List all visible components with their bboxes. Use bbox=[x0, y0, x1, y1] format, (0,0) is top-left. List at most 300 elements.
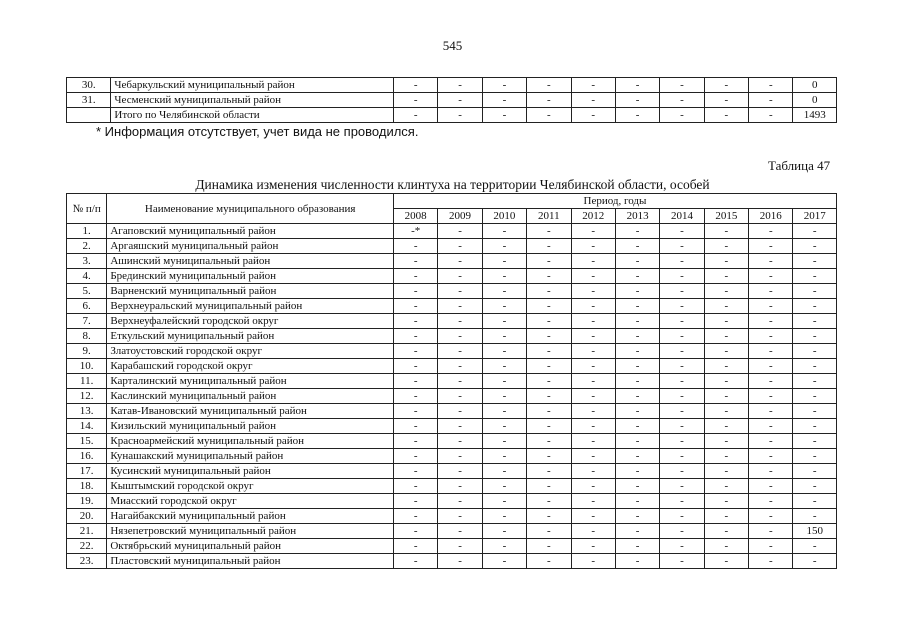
row-value: - bbox=[749, 314, 793, 329]
row-value: - bbox=[571, 509, 615, 524]
row-name: Варненский муниципальный район bbox=[107, 284, 394, 299]
row-value: - bbox=[527, 374, 571, 389]
row-value: - bbox=[393, 389, 437, 404]
row-value: - bbox=[660, 404, 704, 419]
row-value: - bbox=[482, 284, 526, 299]
row-value: - bbox=[527, 554, 571, 569]
row-value: - bbox=[571, 494, 615, 509]
row-number: 8. bbox=[67, 329, 107, 344]
table-row bbox=[67, 269, 837, 284]
header-num: № п/п bbox=[67, 194, 107, 224]
row-value: - bbox=[660, 329, 704, 344]
row-number: 5. bbox=[67, 284, 107, 299]
row-value: - bbox=[749, 299, 793, 314]
row-value: - bbox=[749, 449, 793, 464]
row-name: Златоустовский городской округ bbox=[107, 344, 394, 359]
row-value: - bbox=[438, 93, 482, 108]
table-row bbox=[67, 554, 837, 569]
row-value: - bbox=[527, 494, 571, 509]
row-value: - bbox=[527, 524, 571, 539]
header-period: Период, годы bbox=[393, 194, 836, 209]
row-name: Еткульский муниципальный район bbox=[107, 329, 394, 344]
row-value: - bbox=[660, 344, 704, 359]
row-value: - bbox=[660, 449, 704, 464]
row-value: - bbox=[660, 389, 704, 404]
row-name: Карталинский муниципальный район bbox=[107, 374, 394, 389]
row-name: Красноармейский муниципальный район bbox=[107, 434, 394, 449]
header-year: 2011 bbox=[527, 209, 571, 224]
main-table bbox=[66, 193, 837, 569]
row-name: Верхнеуфалейский городской округ bbox=[107, 314, 394, 329]
row-value: - bbox=[393, 239, 437, 254]
row-value: - bbox=[527, 539, 571, 554]
row-value: - bbox=[393, 108, 437, 123]
row-value: - bbox=[660, 554, 704, 569]
row-value: - bbox=[749, 539, 793, 554]
row-name: Пластовский муниципальный район bbox=[107, 554, 394, 569]
row-value: - bbox=[615, 404, 659, 419]
row-value: - bbox=[482, 404, 526, 419]
row-value: - bbox=[527, 269, 571, 284]
row-value: - bbox=[571, 314, 615, 329]
row-value: - bbox=[704, 404, 748, 419]
row-number bbox=[67, 108, 111, 123]
row-value: - bbox=[393, 449, 437, 464]
row-value: - bbox=[615, 434, 659, 449]
table-row bbox=[67, 449, 837, 464]
top-table bbox=[66, 77, 837, 123]
row-number: 17. bbox=[67, 464, 107, 479]
row-number: 15. bbox=[67, 434, 107, 449]
row-value: - bbox=[527, 239, 571, 254]
row-name: Кусинский муниципальный район bbox=[107, 464, 394, 479]
row-name: Нязепетровский муниципальный район bbox=[107, 524, 394, 539]
row-value: - bbox=[482, 224, 526, 239]
row-value: - bbox=[482, 464, 526, 479]
row-name: Карабашский городской округ bbox=[107, 359, 394, 374]
row-value: - bbox=[615, 449, 659, 464]
row-value: - bbox=[527, 108, 571, 123]
table-label: Таблица 47 bbox=[768, 158, 831, 173]
row-value: - bbox=[571, 108, 615, 123]
row-value: - bbox=[571, 239, 615, 254]
row-name: Итого по Челябинской области bbox=[111, 108, 394, 123]
row-value: - bbox=[482, 524, 526, 539]
row-value: - bbox=[438, 329, 482, 344]
row-value: - bbox=[482, 449, 526, 464]
row-number: 20. bbox=[67, 509, 107, 524]
table-row bbox=[67, 509, 837, 524]
row-name: Кыштымский городской округ bbox=[107, 479, 394, 494]
row-value: - bbox=[793, 509, 837, 524]
header-year: 2013 bbox=[615, 209, 659, 224]
row-name: Октябрьский муниципальный район bbox=[107, 539, 394, 554]
row-value: - bbox=[793, 374, 837, 389]
row-value: - bbox=[704, 329, 748, 344]
row-value: - bbox=[660, 224, 704, 239]
row-value: - bbox=[704, 93, 748, 108]
row-name: Катав-Ивановский муниципальный район bbox=[107, 404, 394, 419]
row-value: - bbox=[615, 314, 659, 329]
row-value: - bbox=[749, 509, 793, 524]
row-value: - bbox=[749, 494, 793, 509]
row-value: - bbox=[527, 314, 571, 329]
row-value: - bbox=[615, 374, 659, 389]
row-value: - bbox=[749, 359, 793, 374]
row-value: - bbox=[393, 434, 437, 449]
row-value: - bbox=[615, 389, 659, 404]
row-value: - bbox=[438, 314, 482, 329]
row-value: - bbox=[571, 539, 615, 554]
row-value: - bbox=[793, 404, 837, 419]
row-value: - bbox=[571, 299, 615, 314]
row-value: - bbox=[793, 434, 837, 449]
row-value: - bbox=[438, 524, 482, 539]
row-value: - bbox=[660, 374, 704, 389]
row-number: 1. bbox=[67, 224, 107, 239]
row-value: - bbox=[482, 389, 526, 404]
row-value: - bbox=[660, 78, 704, 93]
table-row bbox=[67, 404, 837, 419]
row-value: - bbox=[660, 524, 704, 539]
row-value: - bbox=[704, 479, 748, 494]
row-value: - bbox=[704, 269, 748, 284]
table-row bbox=[67, 314, 837, 329]
row-value: - bbox=[704, 509, 748, 524]
row-number: 2. bbox=[67, 239, 107, 254]
row-value: - bbox=[527, 434, 571, 449]
row-value: - bbox=[704, 314, 748, 329]
row-name: Аргаяшский муниципальный район bbox=[107, 239, 394, 254]
row-value: - bbox=[393, 464, 437, 479]
row-value: - bbox=[615, 254, 659, 269]
table-title: Динамика изменения численности клинтуха на территории Челябинской области, особей bbox=[195, 177, 710, 192]
row-value: - bbox=[660, 464, 704, 479]
row-number: 10. bbox=[67, 359, 107, 374]
row-value: 150 bbox=[793, 524, 837, 539]
row-value: - bbox=[438, 389, 482, 404]
table-row bbox=[67, 464, 837, 479]
page-number: 545 bbox=[442, 38, 463, 53]
row-value: - bbox=[571, 224, 615, 239]
row-value: - bbox=[438, 539, 482, 554]
row-number: 6. bbox=[67, 299, 107, 314]
row-value: - bbox=[660, 359, 704, 374]
row-value: - bbox=[704, 299, 748, 314]
row-value: - bbox=[749, 389, 793, 404]
row-value: - bbox=[660, 434, 704, 449]
row-value: - bbox=[571, 389, 615, 404]
row-value: - bbox=[482, 344, 526, 359]
row-value: - bbox=[571, 284, 615, 299]
row-number: 19. bbox=[67, 494, 107, 509]
row-value: - bbox=[393, 78, 437, 93]
row-value: - bbox=[615, 554, 659, 569]
row-value: - bbox=[393, 359, 437, 374]
row-number: 30. bbox=[67, 78, 111, 93]
row-value: - bbox=[793, 419, 837, 434]
row-value: - bbox=[704, 554, 748, 569]
row-value: - bbox=[527, 404, 571, 419]
row-value: - bbox=[393, 374, 437, 389]
row-value: - bbox=[571, 329, 615, 344]
row-number: 7. bbox=[67, 314, 107, 329]
table-row bbox=[67, 78, 837, 93]
row-value: - bbox=[793, 554, 837, 569]
row-value: - bbox=[749, 78, 793, 93]
row-value: - bbox=[438, 269, 482, 284]
row-value: - bbox=[704, 494, 748, 509]
table-row bbox=[67, 359, 837, 374]
table-row bbox=[67, 108, 837, 123]
row-value: - bbox=[571, 524, 615, 539]
row-value: - bbox=[615, 284, 659, 299]
row-value: - bbox=[749, 93, 793, 108]
row-value: - bbox=[660, 254, 704, 269]
row-value: - bbox=[793, 269, 837, 284]
table-row bbox=[67, 93, 837, 108]
row-value: - bbox=[615, 329, 659, 344]
row-value: - bbox=[704, 389, 748, 404]
row-value: - bbox=[571, 449, 615, 464]
row-value: - bbox=[793, 449, 837, 464]
header-year: 2010 bbox=[482, 209, 526, 224]
row-value: - bbox=[571, 479, 615, 494]
row-number: 18. bbox=[67, 479, 107, 494]
row-value: - bbox=[749, 284, 793, 299]
table-row bbox=[67, 374, 837, 389]
row-value: - bbox=[438, 284, 482, 299]
row-value: - bbox=[527, 479, 571, 494]
row-name: Каслинский муниципальный район bbox=[107, 389, 394, 404]
row-value: - bbox=[660, 108, 704, 123]
header-year: 2012 bbox=[571, 209, 615, 224]
row-value: - bbox=[571, 464, 615, 479]
row-value: - bbox=[393, 509, 437, 524]
row-value: - bbox=[704, 449, 748, 464]
row-value: - bbox=[749, 269, 793, 284]
row-value: - bbox=[438, 224, 482, 239]
row-number: 14. bbox=[67, 419, 107, 434]
row-value: - bbox=[482, 329, 526, 344]
row-value: - bbox=[527, 464, 571, 479]
row-name: Агаповский муниципальный район bbox=[107, 224, 394, 239]
row-value: - bbox=[393, 524, 437, 539]
row-value: - bbox=[615, 344, 659, 359]
row-number: 31. bbox=[67, 93, 111, 108]
row-value: - bbox=[749, 329, 793, 344]
row-value: - bbox=[660, 314, 704, 329]
row-value: - bbox=[749, 344, 793, 359]
row-value: - bbox=[704, 224, 748, 239]
row-value: - bbox=[793, 389, 837, 404]
row-value: - bbox=[438, 78, 482, 93]
table-row bbox=[67, 344, 837, 359]
row-name: Кунашакский муниципальный район bbox=[107, 449, 394, 464]
row-value: - bbox=[438, 359, 482, 374]
row-value: - bbox=[704, 374, 748, 389]
row-number: 4. bbox=[67, 269, 107, 284]
row-value: - bbox=[393, 254, 437, 269]
row-number: 12. bbox=[67, 389, 107, 404]
row-value: - bbox=[660, 93, 704, 108]
row-value: - bbox=[527, 329, 571, 344]
row-value: - bbox=[571, 359, 615, 374]
row-value: - bbox=[438, 404, 482, 419]
row-value: - bbox=[393, 269, 437, 284]
row-value: - bbox=[749, 254, 793, 269]
row-value: - bbox=[615, 224, 659, 239]
table-row bbox=[67, 284, 837, 299]
row-value: - bbox=[438, 509, 482, 524]
row-value: - bbox=[393, 419, 437, 434]
row-name: Верхнеуральский муниципальный район bbox=[107, 299, 394, 314]
header-year: 2008 bbox=[393, 209, 437, 224]
header-year: 2009 bbox=[438, 209, 482, 224]
row-value: - bbox=[393, 404, 437, 419]
row-value: - bbox=[438, 494, 482, 509]
row-value: - bbox=[615, 419, 659, 434]
row-name: Чесменский муниципальный район bbox=[111, 93, 394, 108]
row-number: 21. bbox=[67, 524, 107, 539]
row-value: - bbox=[482, 269, 526, 284]
row-value: - bbox=[749, 108, 793, 123]
table-row bbox=[67, 479, 837, 494]
header-name: Наименование муниципального образования bbox=[107, 194, 394, 224]
row-value: - bbox=[482, 254, 526, 269]
row-value: - bbox=[793, 539, 837, 554]
row-value: - bbox=[615, 299, 659, 314]
row-value: - bbox=[438, 344, 482, 359]
row-value: - bbox=[660, 239, 704, 254]
row-value: - bbox=[438, 479, 482, 494]
row-value: - bbox=[615, 239, 659, 254]
table-row bbox=[67, 434, 837, 449]
row-value: - bbox=[482, 554, 526, 569]
row-value: - bbox=[571, 254, 615, 269]
row-value: - bbox=[749, 479, 793, 494]
row-name: Чебаркульский муниципальный район bbox=[111, 78, 394, 93]
row-value: - bbox=[793, 464, 837, 479]
row-value: - bbox=[615, 524, 659, 539]
row-value: - bbox=[527, 344, 571, 359]
row-value: - bbox=[660, 509, 704, 524]
row-value: - bbox=[571, 419, 615, 434]
row-name: Ашинский муниципальный район bbox=[107, 254, 394, 269]
row-value: - bbox=[393, 539, 437, 554]
row-value: - bbox=[704, 284, 748, 299]
row-value: - bbox=[482, 539, 526, 554]
row-number: 22. bbox=[67, 539, 107, 554]
row-value: - bbox=[482, 78, 526, 93]
row-value: - bbox=[438, 299, 482, 314]
row-value: - bbox=[482, 374, 526, 389]
row-value: - bbox=[615, 78, 659, 93]
header-year: 2015 bbox=[704, 209, 748, 224]
row-value: - bbox=[749, 464, 793, 479]
row-name: Нагайбакский муниципальный район bbox=[107, 509, 394, 524]
row-value: - bbox=[615, 93, 659, 108]
row-value: - bbox=[482, 494, 526, 509]
row-value: - bbox=[438, 254, 482, 269]
row-value: - bbox=[793, 479, 837, 494]
row-value: - bbox=[438, 108, 482, 123]
row-value: - bbox=[704, 419, 748, 434]
row-number: 16. bbox=[67, 449, 107, 464]
row-value: - bbox=[482, 359, 526, 374]
row-value: - bbox=[393, 329, 437, 344]
row-value: - bbox=[482, 509, 526, 524]
row-value: - bbox=[438, 554, 482, 569]
row-number: 13. bbox=[67, 404, 107, 419]
row-value: - bbox=[393, 299, 437, 314]
table-row bbox=[67, 239, 837, 254]
row-value: - bbox=[571, 404, 615, 419]
row-name: Миасский городской округ bbox=[107, 494, 394, 509]
row-value: - bbox=[660, 479, 704, 494]
row-value: - bbox=[527, 284, 571, 299]
row-value: - bbox=[660, 539, 704, 554]
row-value: - bbox=[749, 524, 793, 539]
row-value: - bbox=[527, 359, 571, 374]
row-value: - bbox=[749, 374, 793, 389]
row-value: - bbox=[793, 314, 837, 329]
row-value: - bbox=[660, 284, 704, 299]
row-value: - bbox=[704, 539, 748, 554]
row-value: - bbox=[615, 359, 659, 374]
row-value: - bbox=[527, 299, 571, 314]
table-row bbox=[67, 329, 837, 344]
row-value: - bbox=[571, 269, 615, 284]
row-value: - bbox=[704, 359, 748, 374]
row-value: - bbox=[482, 419, 526, 434]
row-value: - bbox=[615, 539, 659, 554]
row-value: - bbox=[571, 554, 615, 569]
row-value: - bbox=[527, 254, 571, 269]
row-value: - bbox=[438, 464, 482, 479]
table-row bbox=[67, 254, 837, 269]
row-value: - bbox=[749, 404, 793, 419]
row-value: - bbox=[793, 254, 837, 269]
row-value: - bbox=[393, 284, 437, 299]
row-value: - bbox=[527, 419, 571, 434]
row-value: - bbox=[527, 449, 571, 464]
row-value: - bbox=[660, 269, 704, 284]
row-value: - bbox=[704, 254, 748, 269]
row-value: - bbox=[438, 449, 482, 464]
row-number: 3. bbox=[67, 254, 107, 269]
row-value: - bbox=[571, 374, 615, 389]
row-value: - bbox=[660, 419, 704, 434]
row-value: - bbox=[527, 93, 571, 108]
row-value: - bbox=[482, 479, 526, 494]
row-value: - bbox=[438, 374, 482, 389]
row-value: - bbox=[793, 239, 837, 254]
row-value: - bbox=[393, 314, 437, 329]
row-value: - bbox=[571, 344, 615, 359]
row-value: - bbox=[438, 419, 482, 434]
row-value: 0 bbox=[793, 78, 837, 93]
row-value: - bbox=[793, 299, 837, 314]
row-number: 23. bbox=[67, 554, 107, 569]
row-value: - bbox=[527, 389, 571, 404]
row-value: - bbox=[793, 494, 837, 509]
row-value: - bbox=[704, 344, 748, 359]
row-value: - bbox=[527, 224, 571, 239]
row-value: - bbox=[704, 108, 748, 123]
row-value: - bbox=[527, 509, 571, 524]
row-value: - bbox=[615, 464, 659, 479]
